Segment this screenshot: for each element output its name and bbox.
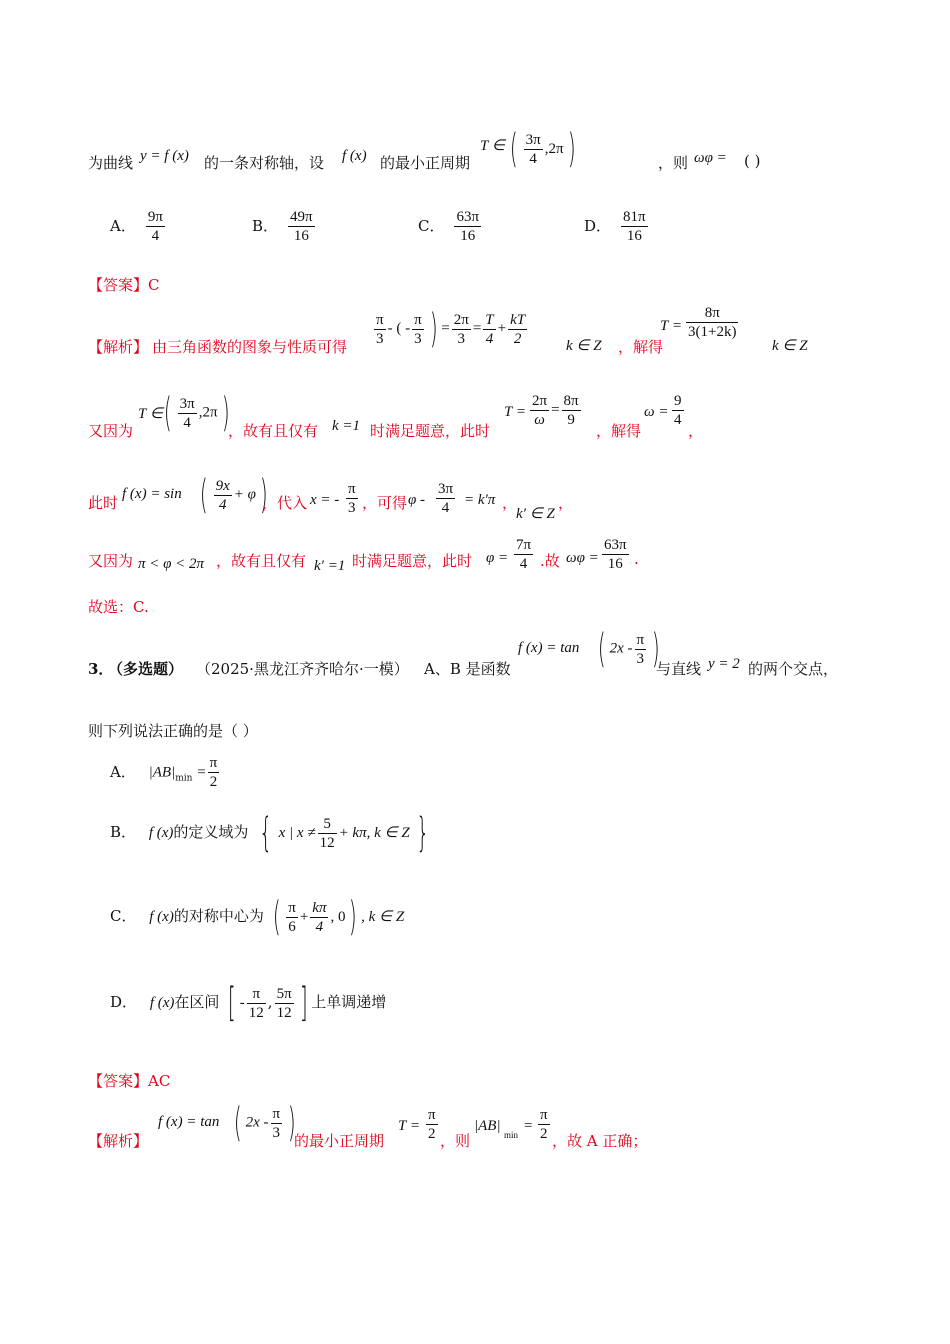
q2-stem-prefix: 为曲线 [88,154,134,172]
q3-stem2: 则下列说法正确的是（ ） [88,722,258,740]
q3-analysis-line1: 【解析】 f (x) = tan ( 2x - $\frac{\pi}{3}$ ) 的最小正周期 T = $\frac{\pi}{2}$ ，则 |AB| min = $\frac{\pi}{2}$ ，故 A 正确； [88,1100,648,1150]
q2-stem-end: ，则 [658,154,689,172]
q2-option-c: C． $\frac{63\pi}{16}$ [418,209,480,244]
q2-analysis-line3: 此时 f (x) = sin ( $\frac{9x}{4}$ + φ) ，代入 x = - $\frac{\pi}{3}$ ，可得 φ - $\frac{3\pi}{4}$ = k′π ， k′ ∈ Z ， [88,472,574,522]
q2-stem-eq: y = f (x) [140,148,189,164]
q2-answer: 【答案】C [88,276,160,294]
q2-option-b: B． $\frac{49\pi}{16}$ [252,209,313,244]
q2-period-set: T ∈ [480,138,505,154]
q2-option-a: A． $\frac{9\pi}{4}$ [110,209,163,244]
q2-analysis-line2: 又因为 T ∈ ( $\frac{3\pi}{4}$ ,2π) ，故有且仅有 k =1 时满足题意，此时 T = $\frac{2\pi}{\omega}$ = $\frac{8\pi}{9}$ ，解得 ω = $\frac{9}{4}$ ， [88,390,704,440]
q2-stem-mid: 的一条对称轴，设 [204,154,325,172]
q3-stem: 3． （多选题） （2025·黑龙江齐齐哈尔·一模） A、B 是函数 f (x) = tan ( 2x - $\frac{\pi}{3}$ ) 与直线 y = 2 的两个交点， [88,626,839,678]
q2-blank: ( ) [744,152,761,170]
q2-option-d: D． $\frac{81\pi}{16}$ [584,209,646,244]
q2-conclusion: 故选：C. [88,598,149,616]
q2-analysis-line4: 又因为 π < φ < 2π ，故有且仅有 k′ =1 时满足题意，此时 φ = $\frac{7\pi}{4}$ .故 ωφ = $\frac{63\pi}{16}$ . [88,537,639,574]
q2-target: ωφ = [694,150,727,166]
q3-option-d: D． f (x)在区间 [ - $\frac{\pi}{12}$ , $\frac{5\pi}{12}$ ] 上单调递增 [110,980,387,1026]
q2-stem-after: 的最小正周期 [380,154,471,172]
q2-stem-fx: f (x) [342,148,367,164]
q2-analysis-line1: 【解析】 由三角函数的图象与性质可得 $\frac{\pi}{3}$ - ( - $\frac{\pi}{3}$ ) = $\frac{2\pi}{3}$ = $\frac{T}{4}$ + $\frac{kT}{2}$ k ∈ Z ，解得 T = $\frac{8\pi}{3(1+2k)}$ k ∈ Z [88,305,808,356]
q2-range: ( $\frac{3\pi}{4}$ ,2π) [509,126,576,172]
q3-option-c: C． f (x)的对称中心为 ( $\frac{\pi}{6}$ + $\frac{k\pi}{4}$ , 0) , k ∈ Z [110,894,405,940]
q3-option-b: B． f (x)的定义域为 { x | x ≠ $\frac{5}{12}$ + kπ, k ∈ Z } [110,810,429,856]
q3-answer: 【答案】AC [88,1072,171,1090]
q3-option-a: A． $|AB|_{min}$ = $\frac{\pi}{2}$ [110,755,218,790]
